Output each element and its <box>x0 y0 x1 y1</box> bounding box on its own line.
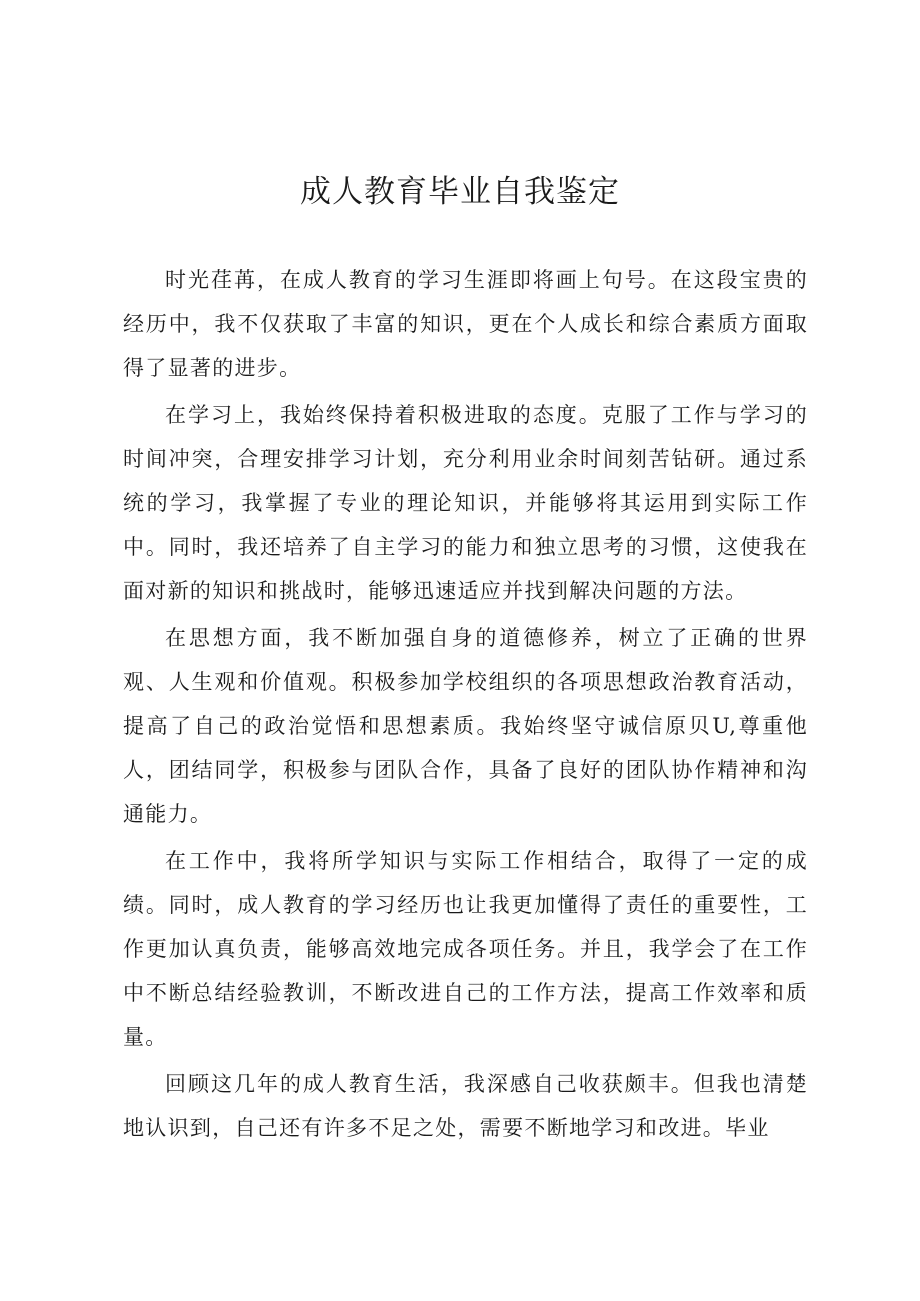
document-body <box>123 258 808 1153</box>
document-title: 成人教育毕业自我鉴定 <box>300 174 620 210</box>
paragraph-work: 在工作中，我将所学知识与实际工作相结合，取得了一定的成绩。同时，成人教育的学习经历也让我更加懂得了责任的重要性，工作更加认真负责，能够高效地完成各项任务。并且，我学会了在工作中不断总结经验教训，不断改进自己的工作方法，提高工作效率和质量。 <box>123 849 808 1049</box>
paragraph-intro: 时光荏苒，在成人教育的学习生涯即将画上句号。在这段宝贵的经历中，我不仅获取了丰富的知识，更在个人成长和综合素质方面取得了显著的进步。 <box>123 268 808 380</box>
paragraph-thought: 在思想方面，我不断加强自身的道德修养，树立了正确的世界观、人生观和价值观。积极参加学校组织的各项思想政治教育活动，提高了自己的政治觉悟和思想素质。我始终坚守诚信原贝U,尊重他人，团结同学，积极参与团队合作，具备了良好的团队协作精神和沟通能力。 <box>123 626 808 826</box>
paragraph-review: 回顾这几年的成人教育生活，我深感自己收获颇丰。但我也清楚地认识到，自己还有许多不足之处，需要不断地学习和改进。毕业 <box>123 1072 808 1140</box>
paragraph-study: 在学习上，我始终保持着积极进取的态度。克服了工作与学习的时间冲突，合理安排学习计划，充分利用业余时间刻苦钻研。通过系统的学习，我掌握了专业的理论知识，并能够将其运用到实际工作中。同时，我还培养了自主学习的能力和独立思考的习惯，这使我在面对新的知识和挑战时，能够迅速适应并找到解决问题的方法。 <box>123 403 808 603</box>
